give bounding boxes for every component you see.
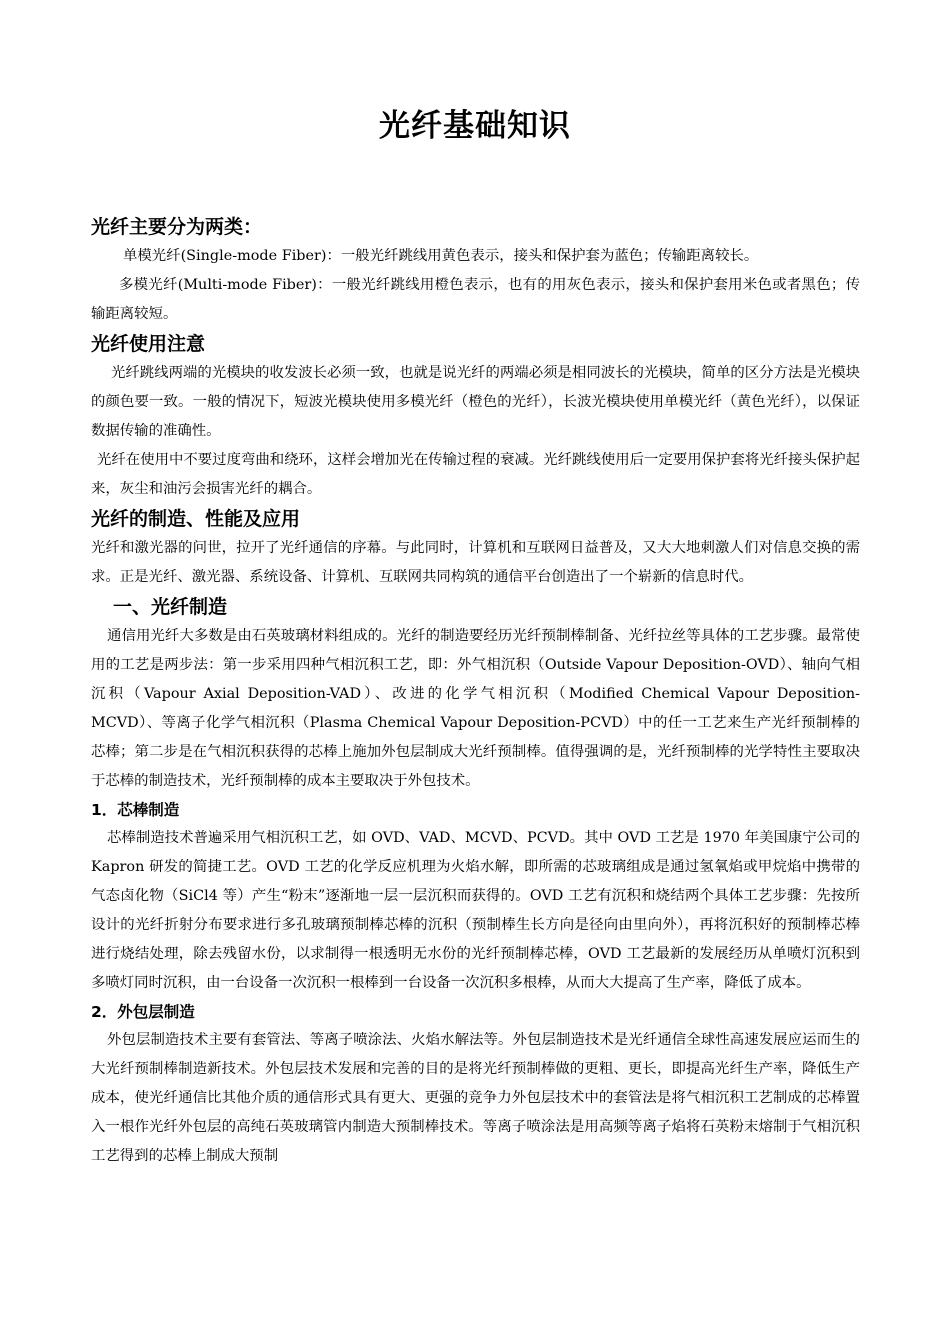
section-heading-usage-notes: 光纤使用注意 <box>91 333 206 355</box>
paragraph-core-rod: 芯棒制造技术普遍采用气相沉积工艺，如 OVD、VAD、MCVD、PCVD。其中 OVD 工艺是 1970 年美国康宁公司的 Kapron 研发的简捷工艺。OVD 工艺的化学反应机理为火焰水解，即所需的芯玻璃组成是通过氢氧焰或甲烷焰中携带的气态卤化物（SiCl4 等）产生“粉末”逐渐地一层一层沉积而获得的。OVD 工艺有沉积和烧结两个具体工艺步骤：先按所设计的光纤折射分布要求进行多孔玻璃预制棒芯棒的沉积（预制棒生长方向是径向由里向外），再将沉积好的预制棒芯棒进行烧结处理，除去残留水份，以求制得一根透明无水份的光纤预制棒芯棒，OVD 工艺最新的发展经历从单喷灯沉积到多喷灯同时沉积，由一台设备一次沉积一根棒到一台设备一次沉积多根棒，从而大大提高了生产率，降低了成本。 <box>91 830 860 991</box>
subsection-heading-core-rod: 1．芯棒制造 <box>91 801 180 819</box>
paragraph-single-mode: 单模光纤(Single-mode Fiber)：一般光纤跳线用黄色表示，接头和保护套为蓝色；传输距离较长。 <box>123 248 759 264</box>
paragraph-usage-bending: 光纤在使用中不要过度弯曲和绕环，这样会增加光在传输过程的衰减。光纤跳线使用后一定要用保护套将光纤接头保护起来，灰尘和油污会损害光纤的耦合。 <box>91 452 860 497</box>
paragraph-multi-mode: 多模光纤(Multi-mode Fiber)：一般光纤跳线用橙色表示，也有的用灰色表示，接头和保护套用米色或者黑色；传输距离较短。 <box>91 277 860 322</box>
subsection-heading-outer-cladding: 2．外包层制造 <box>91 1003 195 1021</box>
section-heading-fiber-manufacturing: 一、光纤制造 <box>113 596 228 618</box>
section-heading-manufacturing-performance: 光纤的制造、性能及应用 <box>91 508 301 530</box>
paragraph-usage-wavelength: 光纤跳线两端的光模块的收发波长必须一致，也就是说光纤的两端必须是相同波长的光模块，简单的区分方法是光模块的颜色要一致。一般的情况下，短波光模块使用多模光纤（橙色的光纤），长波光模块使用单模光纤（黄色光纤），以保证数据传输的准确性。 <box>91 365 860 439</box>
paragraph-intro-communication: 光纤和激光器的问世，拉开了光纤通信的序幕。与此同时，计算机和互联网日益普及，又大大地刺激人们对信息交换的需求。正是光纤、激光器、系统设备、计算机、互联网共同构筑的通信平台创造出了一个崭新的信息时代。 <box>91 540 860 585</box>
paragraph-manufacturing-process: 通信用光纤大多数是由石英玻璃材料组成的。光纤的制造要经历光纤预制棒制备、光纤拉丝等具体的工艺步骤。最常使用的工艺是两步法：第一步采用四种气相沉积工艺，即：外气相沉积（Outside Vapour Deposition-OVD）、轴向气相沉积（Vapour Axial Deposition-VAD）、改进的化学气相沉积（Modified Chemical Vapour Deposition-MCVD）、等离子化学气相沉积（Plasma Chemical Vapour Deposition-PCVD）中的任一工艺来生产光纤预制棒的芯棒；第二步是在气相沉积获得的芯棒上施加外包层制成大光纤预制棒。值得强调的是，光纤预制棒的光学特性主要取决于芯棒的制造技术，光纤预制棒的成本主要取决于外包技术。 <box>91 628 860 789</box>
document-body <box>91 212 860 1171</box>
section-heading-fiber-types: 光纤主要分为两类： <box>91 216 263 238</box>
paragraph-outer-cladding: 外包层制造技术主要有套管法、等离子喷涂法、火焰水解法等。外包层制造技术是光纤通信全球性高速发展应运而生的大光纤预制棒制造新技术。外包层技术发展和完善的目的是将光纤预制棒做的更粗、更长，即提高光纤生产率，降低生产成本，使光纤通信比其他介质的通信形式具有更大、更强的竞争力外包层技术中的套管法是将气相沉积工艺制成的芯棒置入一根作光纤外包层的高纯石英玻璃管内制造大预制棒技术。等离子喷涂法是用高频等离子焰将石英粉末熔制于气相沉积工艺得到的芯棒上制成大预制 <box>91 1032 860 1164</box>
document-title: 光纤基础知识 <box>379 108 571 144</box>
